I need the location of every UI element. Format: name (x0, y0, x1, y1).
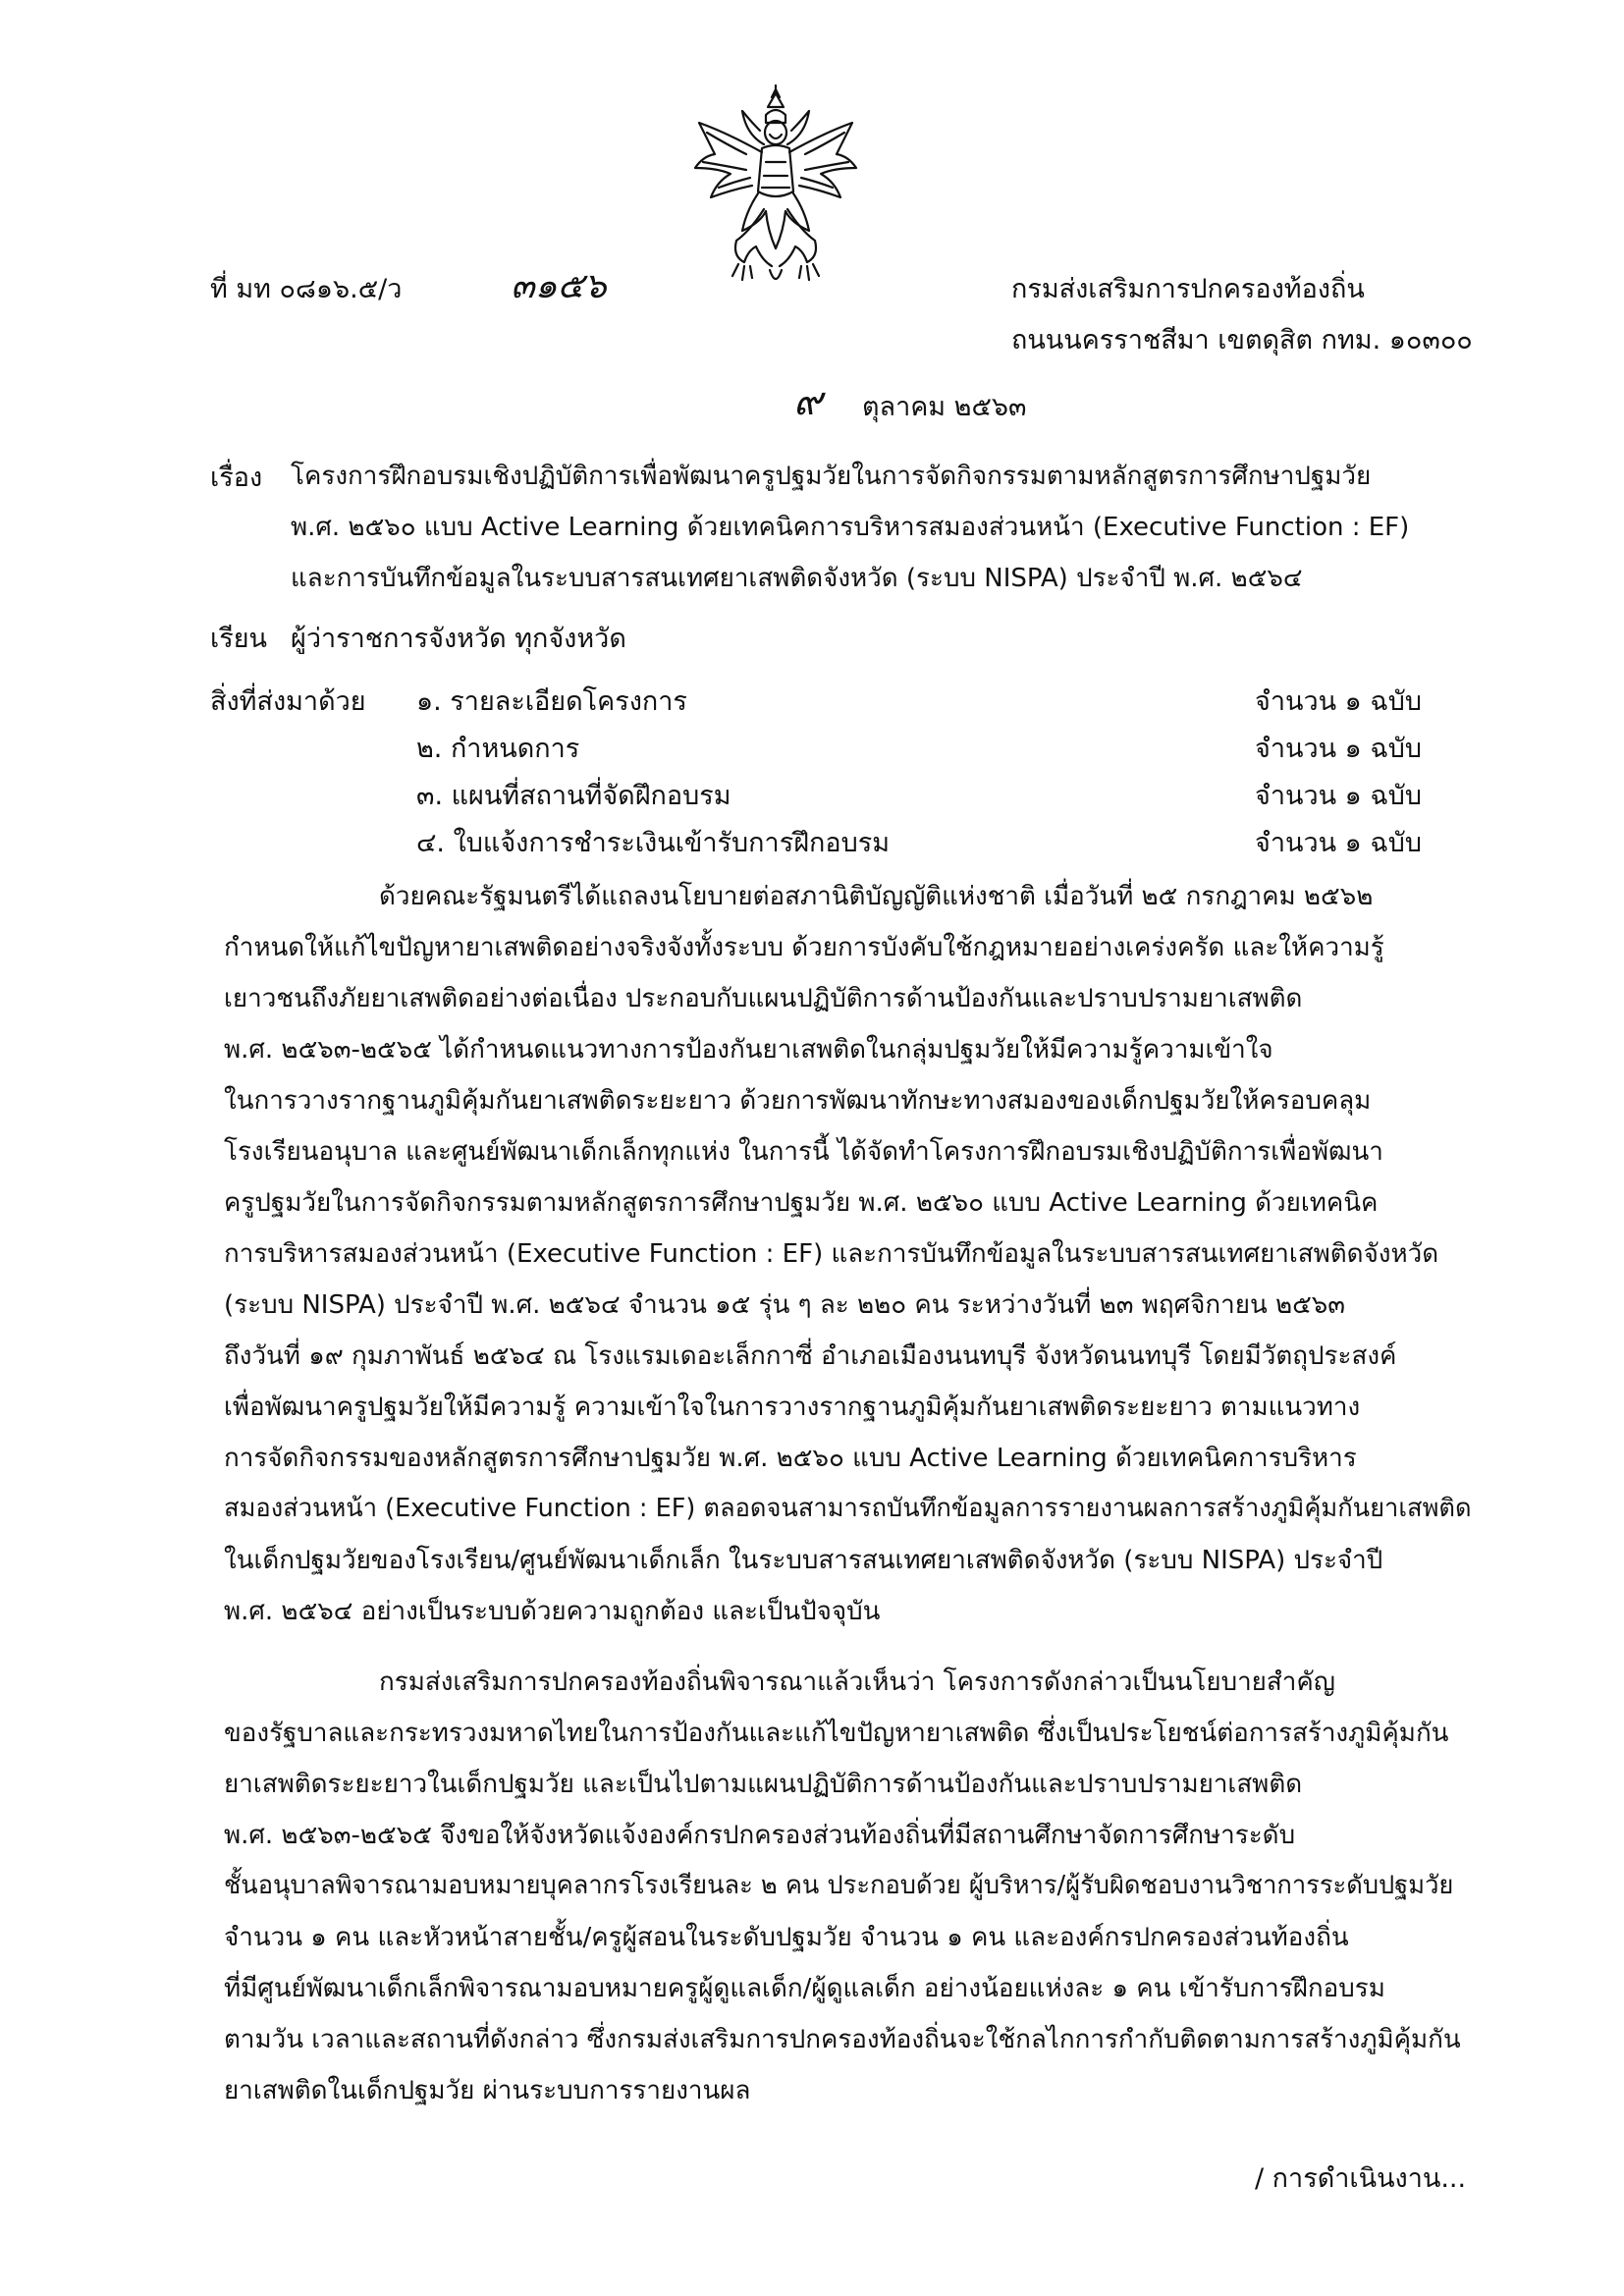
organization-address: ถนนนครราชสีมา เขตดุสิต กทม. ๑๐๓๐๐ (1011, 325, 1473, 355)
handwritten-reference: ๓๑๕๖ (511, 266, 607, 306)
enclosure-qty: จำนวน ๑ ฉบับ (1255, 781, 1423, 811)
paragraph-1-line: ในเด็กปฐมวัยของโรงเรียน/ศูนย์พัฒนาเด็กเล็ก ในระบบสารสนเทศยาเสพติดจังหวัด (ระบบ NISPA) ประจำปี (224, 1546, 1383, 1575)
paragraph-1-line: พ.ศ. ๒๕๖๓-๒๕๖๕ ได้กำหนดแนวทางการป้องกันยาเสพติดในกลุ่มปฐมวัยให้มีความรู้ความเข้าใจ (224, 1035, 1273, 1065)
paragraph-1-line: กำหนดให้แก้ไขปัญหายาเสพติดอย่างจริงจังทั้งระบบ ด้วยการบังคับใช้กฎหมายอย่างเคร่งครัด และให้ความรู้ (224, 933, 1384, 962)
paragraph-1-line: เพื่อพัฒนาครูปฐมวัยให้มีความรู้ ความเข้าใจในการวางรากฐานภูมิคุ้มกันยาเสพติดระยะยาว ตามแนวทาง (224, 1393, 1361, 1422)
paragraph-1-line: เยาวชนถึงภัยยาเสพติดอย่างต่อเนื่อง ประกอบกับแผนปฏิบัติการด้านป้องกันและปราบปรามยาเสพติด (224, 984, 1303, 1013)
enclosure-qty: จำนวน ๑ ฉบับ (1255, 734, 1423, 764)
enclosure-item: ๑. รายละเอียดโครงการ (416, 686, 687, 717)
paragraph-1-line: (ระบบ NISPA) ประจำปี พ.ศ. ๒๕๖๔ จำนวน ๑๕ รุ่น ๆ ละ ๒๒๐ คน ระหว่างวันที่ ๒๓ พฤศจิกายน ๒๕๖๓ (224, 1290, 1346, 1320)
paragraph-1-line: พ.ศ. ๒๕๖๔ อย่างเป็นระบบด้วยความถูกต้อง และเป็นปัจจุบัน (224, 1597, 881, 1626)
recipient-label: เรียน (210, 624, 268, 654)
handwritten-date-day: ๙ (793, 379, 823, 424)
paragraph-2-line: ยาเสพติดระยะยาวในเด็กปฐมวัย และเป็นไปตามแผนปฏิบัติการด้านป้องกันและปราบปรามยาเสพติด (224, 1770, 1303, 1799)
enclosure-item: ๔. ใบแจ้งการชำระเงินเข้ารับการฝึกอบรม (416, 828, 891, 858)
subject-line: โครงการฝึกอบรมเชิงปฏิบัติการเพื่อพัฒนาครูปฐมวัยในการจัดกิจกรรมตามหลักสูตรการศึกษาปฐมวัย (291, 462, 1372, 491)
paragraph-1-line: สมองส่วนหน้า (Executive Function : EF) ตลอดจนสามารถบันทึกข้อมูลการรายงานผลการสร้างภูมิคุ้มกันยาเสพติด (224, 1494, 1472, 1523)
subject-line: และการบันทึกข้อมูลในระบบสารสนเทศยาเสพติดจังหวัด (ระบบ NISPA) ประจำปี พ.ศ. ๒๕๖๔ (291, 564, 1303, 593)
organization-name: กรมส่งเสริมการปกครองท้องถิ่น (1011, 274, 1365, 304)
paragraph-1-line: โรงเรียนอนุบาล และศูนย์พัฒนาเด็กเล็กทุกแห่ง ในการนี้ ได้จัดทำโครงการฝึกอบรมเชิงปฏิบัติการเพื่อพัฒนา (224, 1137, 1383, 1167)
subject-label: เรื่อง (210, 463, 263, 493)
paragraph-1-line: การบริหารสมองส่วนหน้า (Executive Function : EF) และการบันทึกข้อมูลในระบบสารสนเทศยาเสพติดจังหวัด (224, 1239, 1439, 1269)
paragraph-1-line: ด้วยคณะรัฐมนตรีได้แถลงนโยบายต่อสภานิติบัญญัติแห่งชาติ เมื่อวันที่ ๒๕ กรกฎาคม ๒๕๖๒ (379, 882, 1374, 911)
enclosure-qty: จำนวน ๑ ฉบับ (1255, 686, 1423, 717)
enclosures-label: สิ่งที่ส่งมาด้วย (210, 686, 366, 717)
paragraph-2-line: ตามวัน เวลาและสถานที่ดังกล่าว ซึ่งกรมส่งเสริมการปกครองท้องถิ่นจะใช้กลไกการกำกับติดตามการสร้างภูมิคุ้มกัน (224, 2025, 1461, 2054)
continuation-note: / การดำเนินงาน... (1255, 2163, 1467, 2194)
subject-line: พ.ศ. ๒๕๖๐ แบบ Active Learning ด้วยเทคนิคการบริหารสมองส่วนหน้า (Executive Function : EF) (291, 513, 1410, 542)
paragraph-2-line: ชั้นอนุบาลพิจารณามอบหมายบุคลากรโรงเรียนละ ๒ คน ประกอบด้วย ผู้บริหาร/ผู้รับผิดชอบงานวิชาการระดับปฐมวัย (224, 1871, 1454, 1900)
paragraph-2-line: ที่มีศูนย์พัฒนาเด็กเล็กพิจารณามอบหมายครูผู้ดูแลเด็ก/ผู้ดูแลเด็ก อย่างน้อยแห่งละ ๑ คน เข้ารับการฝึกอบรม (224, 1974, 1385, 2003)
enclosure-item: ๓. แผนที่สถานที่จัดฝึกอบรม (416, 781, 731, 811)
paragraph-1-line: ในการวางรากฐานภูมิคุ้มกันยาเสพติดระยะยาว ด้วยการพัฒนาทักษะทางสมองของเด็กปฐมวัยให้ครอบคลุม (224, 1086, 1372, 1116)
date-month-year: ตุลาคม ๒๕๖๓ (862, 392, 1027, 422)
paragraph-1-line: ครูปฐมวัยในการจัดกิจกรรมตามหลักสูตรการศึกษาปฐมวัย พ.ศ. ๒๕๖๐ แบบ Active Learning ด้วยเทคนิค (224, 1188, 1379, 1218)
paragraph-2-line: กรมส่งเสริมการปกครองท้องถิ่นพิจารณาแล้วเห็นว่า โครงการดังกล่าวเป็นนโยบายสำคัญ (379, 1667, 1335, 1697)
enclosure-item: ๒. กำหนดการ (416, 734, 580, 764)
recipient-text: ผู้ว่าราชการจังหวัด ทุกจังหวัด (291, 624, 626, 654)
paragraph-1-line: ถึงวันที่ ๑๙ กุมภาพันธ์ ๒๕๖๔ ณ โรงแรมเดอะเล็กกาซี่ อำเภอเมืองนนทบุรี จังหวัดนนทบุรี โดยมีวัตถุประสงค์ (224, 1341, 1397, 1371)
reference-number: ที่ มท ๐๘๑๖.๕/ว (210, 274, 403, 304)
paragraph-2-line: จำนวน ๑ คน และหัวหน้าสายชั้น/ครูผู้สอนในระดับปฐมวัย จำนวน ๑ คน และองค์กรปกครองส่วนท้องถิ่น (224, 1923, 1349, 1952)
paragraph-2-line: ยาเสพติดในเด็กปฐมวัย ผ่านระบบการรายงานผล (224, 2076, 751, 2105)
paragraph-2-line: พ.ศ. ๒๕๖๓-๒๕๖๕ จึงขอให้จังหวัดแจ้งองค์กรปกครองส่วนท้องถิ่นที่มีสถานศึกษาจัดการศึกษาระดับ (224, 1821, 1296, 1850)
enclosure-qty: จำนวน ๑ ฉบับ (1255, 828, 1423, 858)
paragraph-1-line: การจัดกิจกรรมของหลักสูตรการศึกษาปฐมวัย พ.ศ. ๒๕๖๐ แบบ Active Learning ด้วยเทคนิคการบริหาร (224, 1444, 1357, 1473)
garuda-emblem-icon (687, 83, 864, 295)
paragraph-2-line: ของรัฐบาลและกระทรวงมหาดไทยในการป้องกันและแก้ไขปัญหายาเสพติด ซึ่งเป็นประโยชน์ต่อการสร้างภูมิคุ้มกัน (224, 1719, 1449, 1748)
